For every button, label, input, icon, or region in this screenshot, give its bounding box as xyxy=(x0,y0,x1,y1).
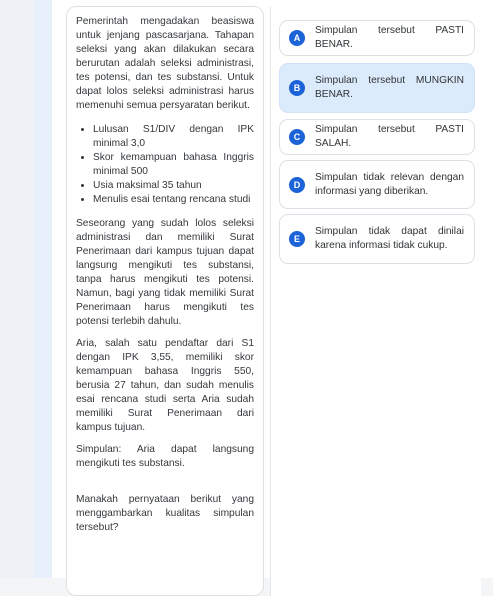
option-text: Simpulan tersebut PASTI SALAH. xyxy=(315,124,464,149)
option-b[interactable] xyxy=(279,63,475,113)
question-paragraph-rules: Seseorang yang sudah lolos seleksi administrasi dan memiliki Surat Penerimaan dari kampus tujuan dapat langsung mengikuti tes substansi, tanpa harus mengikuti tes potensi. Namun, bagi yang tidak memiliki Surat Penerimaan harus mengikuti tes potensi terlebih dahulu. xyxy=(76,218,254,327)
option-c[interactable] xyxy=(279,119,475,155)
question-conclusion: Simpulan: Aria dapat langsung mengikuti tes substansi. xyxy=(76,444,254,469)
option-text: Simpulan tidak dapat dinilai karena informasi tidak cukup. xyxy=(315,226,464,251)
option-letter-badge: D xyxy=(289,177,305,193)
option-letter-badge: E xyxy=(289,231,305,247)
requirement-item: • Skor kemampuan bahasa Inggris minimal 500 xyxy=(93,151,254,179)
question-card xyxy=(66,6,264,596)
option-text: Simpulan tersebut MUNGKIN BENAR. xyxy=(315,75,464,100)
option-text: Simpulan tersebut PASTI BENAR. xyxy=(315,25,464,50)
option-d[interactable] xyxy=(279,160,475,209)
answer-options-panel xyxy=(270,6,481,596)
option-letter-badge: B xyxy=(289,80,305,96)
option-e[interactable] xyxy=(279,214,475,264)
requirement-item: • Lulusan S1/DIV dengan IPK minimal 3,0 xyxy=(93,123,254,151)
option-letter-badge: A xyxy=(289,30,305,46)
question-paragraph-case: Aria, salah satu pendaftar dari S1 dengan IPK 3,55, memiliki skor kemampuan bahasa Inggris 550, berusia 27 tahun, dan sudah menulis esai rencana studi serta Aria sudah memiliki Surat Penerimaan dari kampus tujuan. xyxy=(76,338,254,433)
question-paragraph-intro: Pemerintah mengadakan beasiswa untuk jenjang pascasarjana. Tahapan seleksi yang akan dilakukan secara berurutan adalah seleksi administrasi, tes potensi, dan tes substansi. Untuk dapat lolos seleksi administrasi harus memenuhi semua persyaratan berikut. xyxy=(76,16,254,111)
left-background xyxy=(0,0,34,578)
option-a[interactable] xyxy=(279,20,475,56)
requirements-list xyxy=(76,123,254,207)
spacer xyxy=(76,479,254,493)
requirement-item: • Usia maksimal 35 tahun xyxy=(93,179,254,193)
option-letter-badge: C xyxy=(289,129,305,145)
question-prompt: Manakah pernyataan berikut yang menggambarkan kualitas simpulan tersebut? xyxy=(76,494,254,533)
requirement-item: • Menulis esai tentang rencana studi xyxy=(93,193,254,207)
sidebar-rail xyxy=(34,0,52,578)
option-text: Simpulan tidak relevan dengan informasi yang diberikan. xyxy=(315,171,464,197)
